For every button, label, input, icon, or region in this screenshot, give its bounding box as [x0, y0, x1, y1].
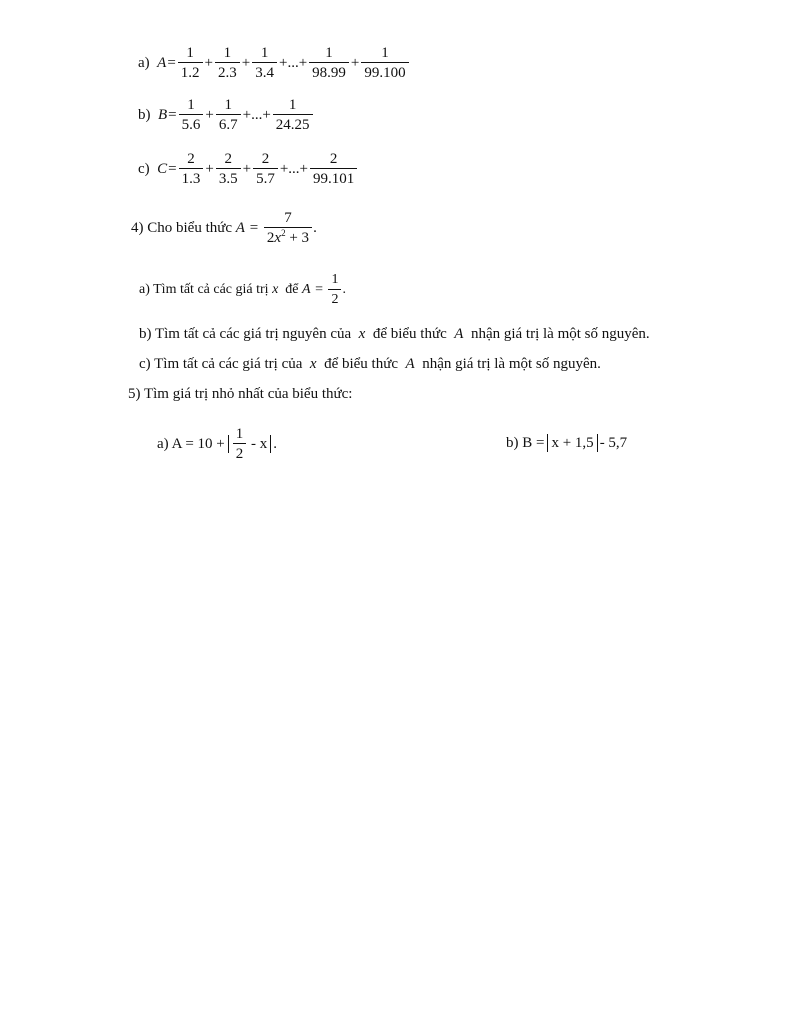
problem-3b: b) B = $\frac{1}{5.6}$ + $\frac{1}{6.7}$ +...+ $\frac{1}{24.25}$ — [138, 97, 314, 133]
fraction-one-half: $\frac{1}{2}$ — [233, 426, 247, 462]
var-B: B — [158, 106, 168, 123]
label-3a: a) — [138, 54, 150, 71]
fraction: $\frac{1}{24.25}$ — [273, 97, 313, 133]
label-3c: c) — [138, 160, 150, 177]
fraction: $\frac{2}{5.7}$ — [253, 151, 278, 187]
equals: = — [168, 160, 177, 177]
equals: = — [168, 106, 177, 123]
fraction: $\frac{1}{1.2}$ — [178, 45, 203, 81]
problem-5a — [157, 426, 277, 462]
problem-4c-text-1: c) Tìm tất cả các giá trị của — [139, 356, 303, 372]
fraction: $\frac{1}{99.100}$ — [361, 45, 408, 81]
fraction: $\frac{1}{98.99}$ — [309, 45, 349, 81]
problem-5b-tail: - 5,7 — [599, 434, 628, 451]
fraction: $\frac{1}{3.4}$ — [252, 45, 277, 81]
problem-4b-text-3: nhận giá trị là một số nguyên. — [470, 326, 650, 342]
problem-4b — [139, 326, 650, 343]
var-x: x — [309, 356, 317, 372]
problem-5-text: 5) Tìm giá trị nhỏ nhất của biểu thức: — [128, 386, 353, 402]
fraction: $\frac{2}{3.5}$ — [216, 151, 241, 187]
period: . — [313, 220, 317, 236]
abs-bar-right — [270, 435, 271, 453]
problem-4a-text: a) Tìm tất cả các giá trị — [139, 282, 269, 297]
problem-5-intro — [128, 386, 352, 403]
problem-5a-tail: - x — [251, 435, 268, 452]
var-x: x — [358, 326, 366, 342]
equals: = — [167, 54, 176, 71]
problem-5b — [506, 434, 627, 452]
problem-3a: a) A = $\frac{1}{1.2}$ + $\frac{1}{2.3}$ + $\frac{1}{3.4}$ +...+ $\frac{1}{98.99}$ + $\frac{1}{99.100}$ — [138, 45, 410, 81]
var-A: A — [405, 356, 415, 372]
problem-4-text: 4) Cho biểu thức — [131, 220, 233, 236]
problem-5b-prefix: b) B = — [506, 434, 545, 451]
var-C: C — [157, 160, 168, 177]
problem-4b-text-1: b) Tìm tất cả các giá trị nguyên của — [139, 326, 352, 342]
word-de: để — [285, 282, 299, 297]
var-A: A — [302, 282, 311, 297]
fraction-7-over-2x2-plus-3: $\frac{7}{2x^2 + 3}$ — [264, 210, 312, 247]
fraction: $\frac{1}{6.7}$ — [216, 97, 241, 133]
var-A: A — [157, 54, 167, 71]
var-x: x — [272, 282, 279, 297]
problem-4a — [139, 272, 346, 308]
problem-4c — [139, 356, 601, 373]
problem-3c: c) C = $\frac{2}{1.3}$ + $\frac{2}{3.5}$ + $\frac{2}{5.7}$ +...+ $\frac{2}{99.101}$ — [138, 151, 358, 187]
period: . — [342, 282, 346, 297]
period: . — [273, 435, 277, 452]
label-3b: b) — [138, 106, 151, 123]
fraction: $\frac{2}{99.101}$ — [310, 151, 357, 187]
problem-4c-text-3: nhận giá trị là một số nguyên. — [422, 356, 601, 372]
equals: = — [249, 220, 259, 236]
problem-5a-prefix: a) A = 10 + — [157, 435, 225, 452]
fraction-one-half: $\frac{1}{2}$ — [328, 272, 341, 308]
problem-5b-inner: x + 1,5 — [551, 434, 594, 451]
fraction: $\frac{1}{5.6}$ — [179, 97, 204, 133]
var-A: A — [454, 326, 464, 342]
abs-bar-left — [547, 434, 548, 452]
abs-bar-right — [597, 434, 598, 452]
fraction: $\frac{2}{1.3}$ — [179, 151, 204, 187]
problem-4c-text-2: để biểu thức — [324, 356, 399, 372]
problem-4-intro — [131, 210, 317, 247]
equals: = — [315, 282, 323, 297]
fraction: $\frac{1}{2.3}$ — [215, 45, 240, 81]
problem-4b-text-2: để biểu thức — [372, 326, 447, 342]
var-A: A — [235, 220, 245, 236]
abs-bar-left — [228, 435, 229, 453]
